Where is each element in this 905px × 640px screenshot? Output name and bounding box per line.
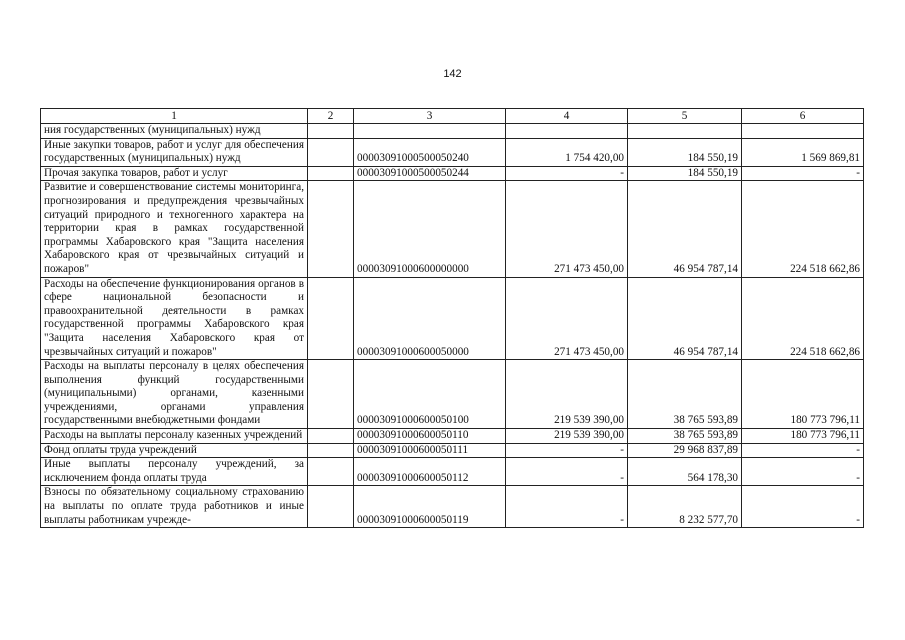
- column-header-6: 6: [742, 109, 864, 124]
- row-col2-cell: [308, 166, 354, 181]
- row-col2-cell: [308, 138, 354, 166]
- row-approved-cell: -: [506, 486, 628, 528]
- table-row: [41, 166, 864, 181]
- page-number: 142: [443, 68, 462, 80]
- table-row: [41, 443, 864, 458]
- row-executed-cell: 46 954 787,14: [628, 277, 742, 360]
- row-remaining-cell: 180 773 796,11: [742, 429, 864, 444]
- row-code-cell: 00003091000600050119: [354, 486, 506, 528]
- row-name-cell: Взносы по обязательному социальному страхованию на выплаты по оплате труда работников и иные выплаты работникам учрежде-: [41, 486, 308, 528]
- table-header-row: [41, 109, 864, 124]
- table-row: [41, 486, 864, 528]
- row-approved-cell: -: [506, 166, 628, 181]
- row-approved-cell: 219 539 390,00: [506, 429, 628, 444]
- row-executed-cell: 29 968 837,89: [628, 443, 742, 458]
- budget-table: [40, 108, 864, 528]
- table-row: [41, 124, 864, 139]
- table-row: [41, 277, 864, 360]
- column-header-5: 5: [628, 109, 742, 124]
- row-approved-cell: [506, 124, 628, 139]
- table-row: [41, 181, 864, 277]
- row-name-cell: Иные закупки товаров, работ и услуг для обеспечения государственных (муниципальных) нужд: [41, 138, 308, 166]
- row-remaining-cell: -: [742, 443, 864, 458]
- row-col2-cell: [308, 486, 354, 528]
- row-name-cell: ния государственных (муниципальных) нужд: [41, 124, 308, 139]
- row-code-cell: 00003091000600050111: [354, 443, 506, 458]
- table-row: [41, 138, 864, 166]
- row-executed-cell: 38 765 593,89: [628, 360, 742, 429]
- row-code-cell: 00003091000600050110: [354, 429, 506, 444]
- row-name-cell: Расходы на обеспечение функционирования органов в сфере национальной безопасности и правоохранительной деятельности в рамках государственной программы Хабаровского края "Защита населения Хабаровского края от чрезвычайных ситуаций и пожаров": [41, 277, 308, 360]
- row-executed-cell: 184 550,19: [628, 138, 742, 166]
- row-executed-cell: [628, 124, 742, 139]
- row-executed-cell: 564 178,30: [628, 458, 742, 486]
- column-header-3: 3: [354, 109, 506, 124]
- row-remaining-cell: -: [742, 166, 864, 181]
- row-name-cell: Расходы на выплаты персоналу в целях обеспечения выполнения функций государственными (муниципальными) органами, казенными учреждениями, органами управления государственными внебюджетными фондами: [41, 360, 308, 429]
- row-col2-cell: [308, 124, 354, 139]
- row-name-cell: Развитие и совершенствование системы мониторинга, прогнозирования и предупреждения чрезвычайных ситуаций природного и техногенного характера на территории края в рамках государственной программы Хабаровского края "Защита населения Хабаровского края от чрезвычайных ситуаций и пожаров": [41, 181, 308, 277]
- row-executed-cell: 184 550,19: [628, 166, 742, 181]
- row-code-cell: 00003091000600000000: [354, 181, 506, 277]
- table-row: [41, 458, 864, 486]
- row-approved-cell: 1 754 420,00: [506, 138, 628, 166]
- row-name-cell: Расходы на выплаты персоналу казенных учреждений: [41, 429, 308, 444]
- column-header-4: 4: [506, 109, 628, 124]
- row-approved-cell: 219 539 390,00: [506, 360, 628, 429]
- row-name-cell: Фонд оплаты труда учреждений: [41, 443, 308, 458]
- table-row: [41, 429, 864, 444]
- row-remaining-cell: -: [742, 458, 864, 486]
- row-approved-cell: 271 473 450,00: [506, 277, 628, 360]
- row-approved-cell: -: [506, 458, 628, 486]
- row-col2-cell: [308, 360, 354, 429]
- row-col2-cell: [308, 277, 354, 360]
- row-col2-cell: [308, 429, 354, 444]
- row-name-cell: Иные выплаты персоналу учреждений, за исключением фонда оплаты труда: [41, 458, 308, 486]
- row-remaining-cell: [742, 124, 864, 139]
- row-approved-cell: -: [506, 443, 628, 458]
- row-remaining-cell: 224 518 662,86: [742, 181, 864, 277]
- row-col2-cell: [308, 443, 354, 458]
- column-header-1: 1: [41, 109, 308, 124]
- column-header-2: 2: [308, 109, 354, 124]
- row-col2-cell: [308, 458, 354, 486]
- row-col2-cell: [308, 181, 354, 277]
- row-code-cell: 00003091000600050112: [354, 458, 506, 486]
- row-executed-cell: 8 232 577,70: [628, 486, 742, 528]
- row-remaining-cell: 180 773 796,11: [742, 360, 864, 429]
- row-approved-cell: 271 473 450,00: [506, 181, 628, 277]
- row-executed-cell: 38 765 593,89: [628, 429, 742, 444]
- row-remaining-cell: 224 518 662,86: [742, 277, 864, 360]
- row-code-cell: [354, 124, 506, 139]
- row-code-cell: 00003091000600050100: [354, 360, 506, 429]
- table-row: [41, 360, 864, 429]
- row-code-cell: 00003091000500050244: [354, 166, 506, 181]
- row-code-cell: 00003091000600050000: [354, 277, 506, 360]
- row-code-cell: 00003091000500050240: [354, 138, 506, 166]
- row-remaining-cell: 1 569 869,81: [742, 138, 864, 166]
- row-remaining-cell: -: [742, 486, 864, 528]
- row-executed-cell: 46 954 787,14: [628, 181, 742, 277]
- row-name-cell: Прочая закупка товаров, работ и услуг: [41, 166, 308, 181]
